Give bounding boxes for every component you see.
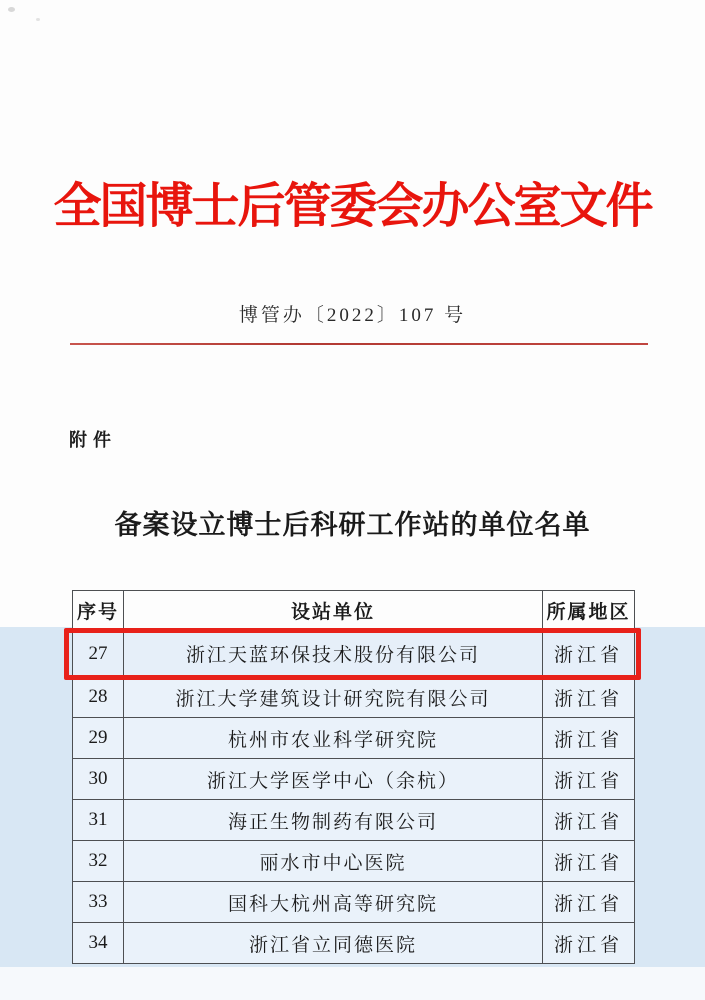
scan-bottom-strip: [0, 967, 705, 1000]
table-row: [73, 677, 635, 718]
attachment-label: 附件: [69, 430, 117, 450]
column-header-unit: 设站单位: [124, 591, 543, 631]
row-region: 浙江省: [543, 718, 635, 759]
table-row: [73, 841, 635, 882]
row-no: 28: [73, 677, 124, 718]
document-number: 博管办〔2022〕107 号: [238, 305, 467, 326]
row-unit: 海正生物制药有限公司: [124, 800, 543, 841]
red-divider-rule: [70, 343, 648, 345]
table-row: [73, 718, 635, 759]
row-region: 浙江省: [543, 923, 635, 964]
row-unit: 浙江大学医学中心（余杭）: [124, 759, 543, 800]
row-region: 浙江省: [543, 631, 635, 677]
row-no: 31: [73, 800, 124, 841]
row-no: 29: [73, 718, 124, 759]
row-unit: 丽水市中心医院: [124, 841, 543, 882]
table-row: [73, 882, 635, 923]
row-no: 27: [73, 631, 124, 677]
row-unit: 杭州市农业科学研究院: [124, 718, 543, 759]
table-row: [73, 759, 635, 800]
row-no: 32: [73, 841, 124, 882]
row-no: 34: [73, 923, 124, 964]
column-header-region: 所属地区: [543, 591, 635, 631]
table-header-row: [73, 591, 635, 631]
row-region: 浙江省: [543, 841, 635, 882]
row-region: 浙江省: [543, 882, 635, 923]
row-no: 30: [73, 759, 124, 800]
column-header-no: 序号: [73, 591, 124, 631]
table-row: [73, 923, 635, 964]
scan-noise-speck: [8, 7, 15, 12]
table-row: [73, 631, 635, 677]
table-row: [73, 800, 635, 841]
list-title: 备案设立博士后科研工作站的单位名单: [114, 510, 591, 540]
row-unit: 浙江省立同德医院: [124, 923, 543, 964]
row-region: 浙江省: [543, 677, 635, 718]
row-no: 33: [73, 882, 124, 923]
document-title: 全国博士后管委会办公室文件: [53, 180, 652, 233]
row-region: 浙江省: [543, 800, 635, 841]
row-unit: 浙江大学建筑设计研究院有限公司: [124, 677, 543, 718]
row-unit: 浙江天蓝环保技术股份有限公司: [124, 631, 543, 677]
scan-noise-speck: [36, 18, 40, 21]
row-region: 浙江省: [543, 759, 635, 800]
row-unit: 国科大杭州高等研究院: [124, 882, 543, 923]
workstation-units-table: [72, 590, 635, 964]
